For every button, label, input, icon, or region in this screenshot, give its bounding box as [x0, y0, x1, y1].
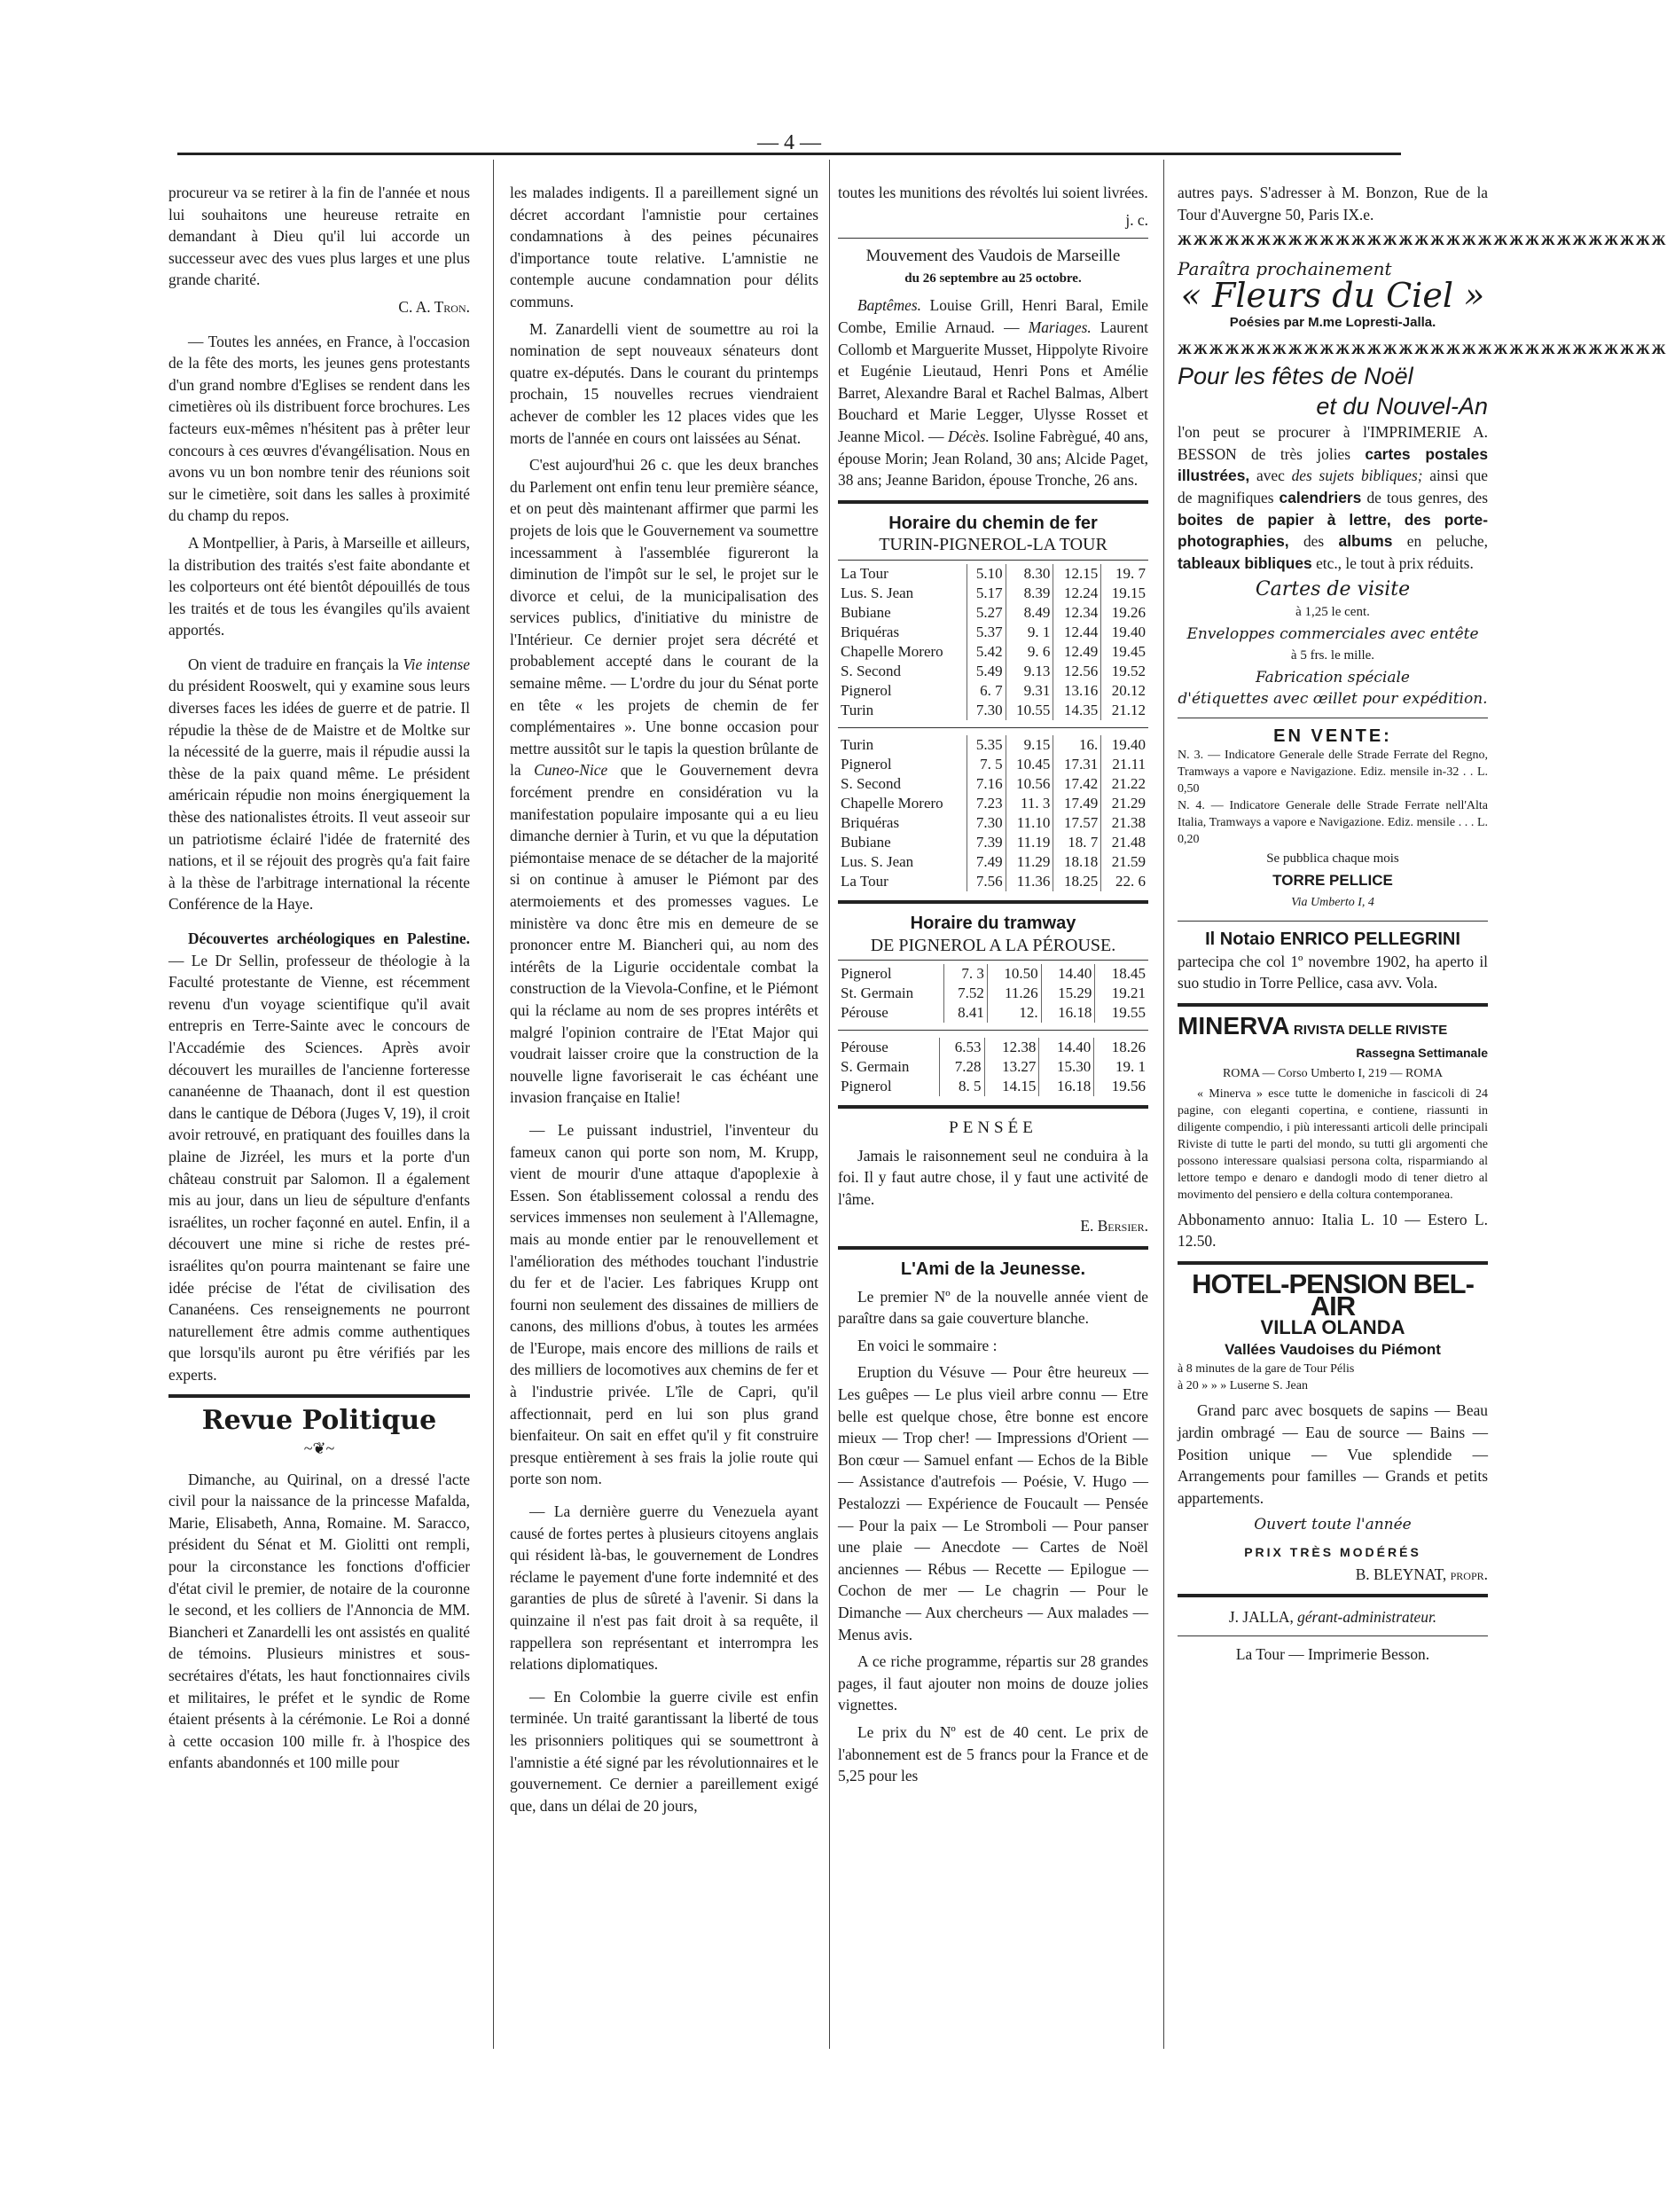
departure-time: 10.45	[1006, 755, 1053, 774]
departure-time: 12.24	[1053, 584, 1101, 603]
departure-time: 18.25	[1053, 872, 1101, 891]
station-name: La Tour	[841, 872, 888, 890]
ad-line: Cartes de visite	[1255, 578, 1411, 601]
departure-time: 9.31	[1006, 681, 1053, 701]
timetable-row	[838, 735, 1148, 755]
departure-time: 8.30	[1006, 564, 1053, 584]
departure-time: 18.45	[1095, 964, 1148, 984]
departure-time: 9.15	[1006, 735, 1053, 755]
article-paragraph: — La dernière guerre du Venezuela ayant causé de fortes pertes à plusieurs citoyens anglais qui résident là-bas, le gouvernement de Londres réclame le payement d'une forte indemnité et des garanties de plus de sûreté à l'avenir. Si dans la quinzaine il n'est pas fait droit à sa requête, il rappellera son représentant et interrompra les relations diplomatiques.	[510, 1502, 818, 1674]
article-paragraph: autres pays. S'adresser à M. Bonzon, Rue de la Tour d'Auvergne 50, Paris IX.e.	[1178, 184, 1488, 224]
ad-line: Paraîtra prochainement	[1178, 257, 1392, 279]
departure-time: 7.39	[967, 833, 1006, 852]
ad-line: PRIX TRÈS MODÉRÉS	[1244, 1544, 1421, 1559]
article-paragraph: procureur va se retirer à la fin de l'année et nous lui souhaitons une heureuse retraite en demandant à Dieu qu'il lui accorde un successeur avec des vues plus larges et une plus grande charité.	[168, 184, 470, 289]
departure-time: 19.55	[1095, 1003, 1148, 1023]
departure-time: 5.37	[967, 623, 1006, 642]
imprint: J. JALLA, gérant-administrateur.	[1228, 1608, 1437, 1627]
ad-line: à 5 frs. le mille.	[1290, 648, 1375, 663]
timetable-subtitle: TURIN-PIGNEROL-LA TOUR	[838, 534, 1148, 561]
timetable-row	[838, 1077, 1148, 1096]
article-paragraph: Le prix du Nº est de 40 cent. Le prix de l'abonnement est de 5 francs pour la France et de 5,25 pour les	[838, 1722, 1148, 1785]
ad-text: Grand parc avec bosquets de sapins — Beau jardin ombragé — Eau de source — Bains — Position unique — Vue splendide — Arrangements pour familles — Grands et petits appartements.	[1178, 1401, 1488, 1507]
station-name: Chapelle Morero	[841, 642, 943, 660]
station-name: Pignerol	[841, 755, 892, 773]
departure-time: 9. 6	[1006, 642, 1053, 662]
tram-timetable	[838, 964, 1148, 1023]
station-name: Bubiane	[841, 603, 891, 621]
rail-timetable-return	[838, 735, 1148, 891]
imprint: La Tour — Imprimerie Besson.	[1235, 1644, 1430, 1663]
timetable-row	[838, 964, 1148, 984]
departure-time: 10.55	[1006, 701, 1053, 720]
station-name: Chapelle Morero	[841, 794, 943, 812]
section-rule	[838, 900, 1148, 904]
departure-time: 6. 7	[967, 681, 1006, 701]
timetable-row	[838, 1003, 1148, 1023]
departure-time: 18. 7	[1053, 833, 1101, 852]
column-2	[510, 182, 818, 1822]
timetable-row	[838, 642, 1148, 662]
station-name: Briquéras	[841, 623, 900, 640]
column-1	[168, 182, 470, 1779]
departure-time: 19.40	[1101, 623, 1148, 642]
departure-time: 19. 1	[1094, 1057, 1148, 1077]
departure-time: 21.12	[1101, 701, 1148, 720]
departure-time: 12.56	[1053, 662, 1101, 681]
section-rule	[1178, 1594, 1488, 1597]
ad-line: Via Umberto I, 4	[1291, 895, 1374, 909]
timetable-row	[838, 584, 1148, 603]
departure-time: 9.13	[1006, 662, 1053, 681]
ad-line: Fabrication spéciale	[1256, 668, 1410, 686]
timetable-row	[838, 852, 1148, 872]
ad-line: d'étiquettes avec œillet pour expédition.	[1178, 690, 1488, 709]
departure-time: 14.40	[1041, 964, 1095, 984]
departure-time: 14.15	[984, 1077, 1039, 1096]
page-number: — 4 —	[757, 131, 821, 154]
timetable-row	[838, 833, 1148, 852]
section-rule	[1178, 1261, 1488, 1265]
departure-time: 12.	[987, 1003, 1041, 1023]
departure-time: 19.52	[1101, 662, 1148, 681]
article-paragraph: — En Colombie la guerre civile est enfin terminée. Un traité garantissant la liberté de tous les prisonniers politiques qui se soumettront à l'amnistie a été signé par les révolutionnaires et le gouvernement. Ce dernier a pareillement exigé que, dans un délai de 20 jours,	[510, 1687, 818, 1815]
departure-time: 21.11	[1101, 755, 1148, 774]
ad-line: Se pubblica chaque mois	[1266, 851, 1399, 867]
signature: C. A. Tron.	[398, 297, 470, 316]
timetable-row	[838, 662, 1148, 681]
departure-time: 19. 7	[1101, 564, 1148, 584]
timetable-row	[838, 755, 1148, 774]
article-heading: Découvertes archéologiques en Palestine.	[188, 930, 470, 947]
departure-time: 8. 5	[940, 1077, 984, 1096]
departure-time: 8.39	[1006, 584, 1053, 603]
departure-time: 7.16	[967, 774, 1006, 794]
article-paragraph: Dimanche, au Quirinal, on a dressé l'acte civil pour la naissance de la princesse Mafalda, Marie, Elisabeth, Anna, Romaine. M. Saracco, président du Sénat et M. Giolitti ont rempli, pour la circonstance les fonctions d'officier d'état civil le premier, de notaire de la couronne le second, et les colliers de l'Annoncia de MM. Biancheri et Zanardelli les ont assistés en qualité de témoins. Plusieurs ministres et sous-secrétaires d'états, les haut fonctionnaires civils et militaires, le préfet et le syndic de Rome étaient présents à la cérémonie. Le Roi a donné à cette occasion 100 mille fr. à l'hospice des enfants abandonnés et 100 mille pour	[168, 1470, 470, 1772]
departure-time: 7. 3	[943, 964, 987, 984]
column-4	[1178, 182, 1667, 1665]
pensee-title: PENSÉE	[949, 1118, 1037, 1138]
ad-text: partecipa che col 1º novembre 1902, ha aperto il suo studio in Torre Pellice, casa avv. Vola.	[1178, 952, 1488, 992]
departure-time: 15.29	[1041, 984, 1095, 1003]
departure-time: 17.31	[1053, 755, 1101, 774]
section-rule	[838, 1246, 1148, 1250]
article-paragraph: Le premier Nº de la nouvelle année vient de paraître dans sa gaie couverture blanche.	[838, 1287, 1148, 1328]
station-name: Pignerol	[841, 681, 892, 699]
departure-time: 5.10	[967, 564, 1006, 584]
departure-time: 5.17	[967, 584, 1006, 603]
pensee-text: Jamais le raisonnement seul ne conduira à la foi. Il y faut autre chose, il y faut une activité de l'âme.	[838, 1146, 1148, 1208]
ad-heading: et du Nouvel-An	[1316, 393, 1488, 420]
ad-heading: MINERVA RIVISTA DELLE RIVISTE	[1178, 1012, 1448, 1040]
ad-heading: Pour les fêtes de Noël	[1178, 363, 1413, 390]
station-name: Pérouse	[841, 1004, 888, 1022]
section-rule	[838, 238, 1148, 239]
column-rule	[829, 160, 830, 2049]
departure-time: 21.59	[1101, 852, 1148, 872]
ad-line: Rassegna Settimanale	[1356, 1045, 1488, 1060]
article-paragraph: C'est aujourd'hui 26 c. que les deux branches du Parlement ont enfin tenu leur première séance, et on peut dès maintenant affirmer que parmi les projets de lois que le Gouvernement va soumettre incessamment à l'assemblée figureront la diminution de l'impôt sur le sel, le projet sur le divorce et celui, de la municipalisation des services publics, d'initiative du ministre de l'Intérieur. Ce dernier projet sera décrété et probablement accepté dans le courant de la semaine même. — L'ordre du jour du Sénat porte en tête « les projets de chemin de fer complémentaires ». Une bonne occasion pour mettre aussitôt sur le tapis la question brûlante de la Cuneo-Nice que le Gouvernement devra forcément prendre en considération vu la manifestation populaire imposante qui a eu lieu dimanche dernier à Turin, et vu que la députation piémontaise menace de se détacher de la majorité si on continue à amuser le Piémont par des atermoiements et des promesses vagues. Le ministère va donc être mis en demeure de se prononcer entre M. Biancheri qui, au nom des intérêts de la Ligurie occidentale combat la construction de la Vievola-Confine, et le Piémont qui la réclame au nom de ses propres intérêts et malgré l'opinion contraire de l'Etat Major qui voudrait laisser croire que la construction de la nouvelle ligne favoriserait le cas échéant une invasion française en Italie!	[510, 456, 818, 1107]
section-rule	[1178, 1635, 1488, 1636]
section-rule	[838, 1105, 1148, 1109]
column-rule	[1163, 160, 1164, 2049]
timetable-row	[838, 774, 1148, 794]
ad-text: « Minerva » esce tutte le domeniche in fascicoli di 24 pagine, con eleganti copertina, e contiene, riassunti in diligente compendio, i più interessanti articoli delle principali Riviste di tutte le parti del mondo, su tutti gli argomenti che possono interessare qualsiasi persona colta, risparmiando al lettore tempo e denaro e dandogli modo di tener dietro al movimento del pensiero e della coltura contemporanea.	[1178, 1086, 1488, 1202]
departure-time: 5.35	[967, 735, 1006, 755]
signature: j. c.	[1125, 210, 1148, 229]
departure-time: 7.28	[940, 1057, 984, 1077]
station-name: S. Second	[841, 774, 901, 792]
station-name: Lus. S. Jean	[841, 584, 914, 601]
article-paragraph: A Montpellier, à Paris, à Marseille et ailleurs, la distribution des traités s'est faite abondante et les colporteurs ont été bientôt dépouillés de tous les traités et de tous les évangiles qu'ils avaient apportés.	[168, 533, 470, 639]
timetable-row	[838, 1057, 1148, 1077]
box-title: Mouvement des Vaudois de Marseille	[865, 247, 1121, 266]
departure-time: 12.38	[984, 1038, 1039, 1057]
box-text: Baptêmes. Louise Grill, Henri Baral, Emile Combe, Emilie Arnaud. — Mariages. Laurent Collomb et Marguerite Musset, Hippolyte Rivoire et Eugénie Lieutaud, Henri Pons et Amélie Barret, Alexandre Baral et Rachel Balmas, Albert Bouchard et Marie Legger, Ulysse Rosset et Jeanne Micol. — Décès. Isoline Fabrègué, 40 ans, épouse Morin; Jean Roland, 30 ans; Alcide Paget, 38 ans; Jeanne Baridon, épouse Tronche, 26 ans.	[838, 296, 1149, 490]
ad-line: B. BLEYNAT, propr.	[1355, 1565, 1488, 1583]
timetable-row	[838, 872, 1148, 891]
timetable-row	[838, 701, 1148, 720]
ad-line: Poésies par M.me Lopresti-Jalla.	[1229, 314, 1436, 330]
timetable-title: Horaire du chemin de fer	[888, 513, 1098, 533]
section-rule	[838, 500, 1148, 504]
departure-time: 12.49	[1053, 642, 1101, 662]
table-rule	[838, 1030, 1148, 1031]
timetable-row	[838, 623, 1148, 642]
section-rule	[1178, 1003, 1488, 1007]
column-rule	[493, 160, 494, 2049]
departure-time: 16.18	[1041, 1003, 1095, 1023]
departure-time: 19.40	[1101, 735, 1148, 755]
ad-text: Abbonamento annuo: Italia L. 10 — Estero L. 12.50.	[1178, 1210, 1488, 1251]
section-title: Revue Politique	[201, 1405, 437, 1437]
departure-time: 21.29	[1101, 794, 1148, 813]
ad-line: Vallées Vaudoises du Piémont	[1225, 1340, 1441, 1358]
departure-time: 15.30	[1039, 1057, 1094, 1077]
departure-time: 7. 5	[967, 755, 1006, 774]
departure-time: 11.29	[1006, 852, 1053, 872]
departure-time: 14.35	[1053, 701, 1101, 720]
station-name: S. Germain	[841, 1058, 910, 1076]
departure-time: 5.42	[967, 642, 1006, 662]
departure-time: 11.19	[1006, 833, 1053, 852]
departure-time: 11.26	[987, 984, 1041, 1003]
departure-time: 14.40	[1039, 1038, 1094, 1057]
ad-text: l'on peut se procurer à l'IMPRIMERIE A. BESSON de très jolies cartes postales illustrées, avec des sujets bibliques; ainsi que de magnifiques calendriers de tous genres, des boites de papier à lettre, des porte-photographies, des albums en peluche, tableaux bibliques etc., le tout à prix réduits.	[1178, 423, 1488, 572]
station-name: Turin	[841, 701, 874, 718]
ad-heading: Il Notaio ENRICO PELLEGRINI	[1205, 930, 1460, 950]
departure-time: 10.56	[1006, 774, 1053, 794]
departure-time: 12.44	[1053, 623, 1101, 642]
departure-time: 7.56	[967, 872, 1006, 891]
ad-line: à 20 » » » Luserne S. Jean	[1178, 1379, 1308, 1393]
timetable-row	[838, 564, 1148, 584]
ad-line: à 8 minutes de la gare de Tour Pélis	[1178, 1362, 1355, 1377]
ad-line: Ouvert toute l'année	[1254, 1516, 1412, 1534]
station-name: Lus. S. Jean	[841, 852, 914, 870]
ad-line: Enveloppes commerciales avec entête	[1186, 624, 1479, 643]
signature: E. Bersier.	[1080, 1217, 1148, 1235]
departure-time: 17.57	[1053, 813, 1101, 833]
ad-heading: HOTEL-PENSION BEL-AIR	[1192, 1268, 1474, 1322]
departure-time: 21.48	[1101, 833, 1148, 852]
ad-line: TORRE PELLICE	[1272, 872, 1393, 890]
departure-time: 7.52	[943, 984, 987, 1003]
ad-line: ROMA — Corso Umberto I, 219 — ROMA	[1222, 1067, 1444, 1081]
article-paragraph: — Le puissant industriel, l'inventeur du fameux canon qui porte son nom, M. Krupp, vient de mourir d'une attaque d'apoplexie à Essen. Son établissement colossal a rendu des services immenses non seulement à l'Allemagne, mais au monde entier par le renouvellement et l'amélioration des méthodes touchant l'industrie du fer et de l'acier. Les fabriques Krupp ont fourni non seulement des dissaines de milliers de canons, des millions d'obus, à toutes les armées de l'Europe, mais encore des millions de rails et des milliers de locomotives aux chemins de fer et à l'industrie privée. L'île de Capri, qu'il affectionnait, perd en lui son plus grand bienfaiteur. On sait en effet qu'il y fit construire presque entièrement à ses frais la jolie route qui porte son nom.	[510, 1120, 818, 1488]
table-rule	[838, 727, 1148, 728]
ad-text: N. 3. — Indicatore Generale delle Strade Ferrate del Regno, Tramways a vapore e Navigazione. Ediz. mensile in-32 . . L. 0,50	[1178, 749, 1488, 796]
ad-text: N. 4. — Indicatore Generale delle Strade Ferrate nell'Alta Italia, Tramways a vapore e Navigazione. Ediz. mensile . . . L. 0,20	[1178, 799, 1488, 847]
departure-time: 16.	[1053, 735, 1101, 755]
departure-time: 19.15	[1101, 584, 1148, 603]
station-name: Pérouse	[841, 1039, 888, 1056]
departure-time: 22. 6	[1101, 872, 1148, 891]
departure-time: 12.15	[1053, 564, 1101, 584]
station-name: Pignerol	[841, 965, 892, 983]
timetable-row	[838, 813, 1148, 833]
departure-time: 18.18	[1053, 852, 1101, 872]
section-rule	[1178, 921, 1488, 922]
ad-heading: VILLA OLANDA	[1260, 1316, 1405, 1339]
column-3	[838, 182, 1148, 1792]
departure-time: 21.22	[1101, 774, 1148, 794]
ornament: ~❦~	[303, 1439, 335, 1458]
station-name: Bubiane	[841, 833, 891, 851]
station-name: Turin	[841, 735, 874, 753]
departure-time: 13.27	[984, 1057, 1039, 1077]
article-paragraph: En voici le sommaire :	[857, 1336, 998, 1354]
station-name: Pignerol	[841, 1078, 892, 1095]
departure-time: 10.50	[987, 964, 1041, 984]
departure-time: 17.49	[1053, 794, 1101, 813]
decorative-border: ЖЖЖЖЖЖЖЖЖЖЖЖЖЖЖЖЖЖЖЖЖЖЖЖЖЖЖЖЖЖЖ	[1178, 341, 1667, 357]
book-title: « Fleurs du Ciel »	[1180, 276, 1485, 316]
tram-timetable-return	[838, 1038, 1148, 1096]
departure-time: 7.30	[967, 813, 1006, 833]
article-paragraph: Eruption du Vésuve — Pour être heureux — Les guêpes — Le plus vieil arbre connu — Etre belle est quelque chose, être bonne est encore mieux — Trop cher! — Impressions d'Orient — Bon cœur — Samuel enfant — Echos de la Bible — Assistance d'autrefois — Poésie, V. Hugo — Pestalozzi — Expérience de Foucault — Pensée — Pour la paix — Le Stromboli — Pour panser une plaie — Anecdote — Cartes de Noël anciennes — Rébus — Recette — Epilogue — Cochon de mer — Le chagrin — Pour le Dimanche — Aux chercheurs — Aux malades — Menus avis.	[838, 1363, 1148, 1643]
departure-time: 5.27	[967, 603, 1006, 623]
departure-time: 5.49	[967, 662, 1006, 681]
station-name: La Tour	[841, 564, 888, 582]
station-name: Briquéras	[841, 813, 900, 831]
departure-time: 19.21	[1095, 984, 1148, 1003]
ad-heading: EN VENTE:	[1273, 726, 1392, 746]
departure-time: 20.12	[1101, 681, 1148, 701]
departure-time: 18.26	[1094, 1038, 1148, 1057]
departure-time: 11. 3	[1006, 794, 1053, 813]
departure-time: 8.49	[1006, 603, 1053, 623]
departure-time: 7.30	[967, 701, 1006, 720]
ad-line: à 1,25 le cent.	[1295, 604, 1370, 619]
departure-time: 21.38	[1101, 813, 1148, 833]
departure-time: 7.49	[967, 852, 1006, 872]
departure-time: 19.26	[1101, 603, 1148, 623]
timetable-title: Horaire du tramway	[910, 913, 1076, 933]
section-rule	[168, 1394, 470, 1398]
station-name: S. Second	[841, 662, 901, 679]
departure-time: 6.53	[940, 1038, 984, 1057]
article-paragraph: — Toutes les années, en France, à l'occasion de la fête des morts, les jeunes gens protestants d'un grand nombre d'Eglises se rendent dans les cimetières où ils distribuent force brochures. Les facteurs eux-mêmes n'hésitent pas à prêter leur concours à ces œuvres d'évangélisation. Nous en avons vu un bon nombre tenir des réunions soit sur le cimetière, soit dans les salles à proximité du champ du repos.	[168, 332, 470, 525]
departure-time: 19.45	[1101, 642, 1148, 662]
article-paragraph: M. Zanardelli vient de soumettre au roi la nomination de sept nouveaux sénateurs dont quatre ex-députés. Dans le courant du printemps prochain, 15 nouvelles recrues viendraient achever de combler les 12 places vides que les morts de l'année en cours ont laissées au Sénat.	[510, 319, 818, 447]
box-date: du 26 septembre au 25 octobre.	[904, 271, 1082, 286]
article-paragraph: A ce riche programme, répartis sur 28 grandes pages, il faut ajouter non moins de douze jolies vignettes.	[838, 1652, 1148, 1714]
departure-time: 7.23	[967, 794, 1006, 813]
article-paragraph: Découvertes archéologiques en Palestine. — Le Dr Sellin, professeur de théologie à la Faculté protestante de Vienne, est récemment revenu d'un voyage scientifique qu'il avait entrepris en Terre-Sainte avec le concours de l'Accadémie des Sciences. Après avoir découvert les murailles de l'ancienne forteresse cananéenne de Thaanach, dont il est question dans le cantique de Débora (Juges V, 19), il croit avoir retrouvé, en pratiquant des fouilles dans la plaine de Jizréel, les murs et la porte d'un château construit par Salomon. Il a également mis au jour, dans un lieu de sépulture d'enfants israélites, un rocher façonné en autel. Enfin, il a découvert une mine si riche de restes pré-israélites qu'on pourra maintenant se faire une idée précise de l'état de civilisation des Cananéens. Ces renseignements ne pourront naturellement être admis comme authentiques que lorsqu'ils auront pu être vérifiés par les experts.	[168, 930, 470, 1384]
article-paragraph: On vient de traduire en français la Vie intense du président Rooswelt, qui y examine sous leurs diverses faces les idées de guerre et de patrie. Il répudie la thèse de de Maistre et de Moltke sur la nécessité de la guerre, mais il répudie aussi la thèse de la paix quand même. Le président américain répudie non moins énergiquement la thèse des nationalistes étroits. Il veut asseoir sur un patriotisme éclairé l'idée de fraternité des nations, et il se réjouit des progrès qu'a fait faire à la thèse de l'arbitrage international la récente Conférence de la Haye.	[168, 655, 470, 914]
departure-time: 11.10	[1006, 813, 1053, 833]
article-title: L'Ami de la Jeunesse.	[900, 1259, 1086, 1280]
departure-time: 8.41	[943, 1003, 987, 1023]
departure-time: 16.18	[1039, 1077, 1094, 1096]
timetable-row	[838, 603, 1148, 623]
timetable-row	[838, 984, 1148, 1003]
timetable-row	[838, 681, 1148, 701]
top-rule	[177, 153, 1401, 155]
departure-time: 9. 1	[1006, 623, 1053, 642]
departure-time: 17.42	[1053, 774, 1101, 794]
timetable-subtitle: DE PIGNEROL A LA PÉROUSE.	[838, 935, 1148, 961]
departure-time: 12.34	[1053, 603, 1101, 623]
timetable-row	[838, 794, 1148, 813]
departure-time: 11.36	[1006, 872, 1053, 891]
rail-timetable	[838, 564, 1148, 720]
departure-time: 13.16	[1053, 681, 1101, 701]
station-name: St. Germain	[841, 984, 914, 1002]
decorative-border: ЖЖЖЖЖЖЖЖЖЖЖЖЖЖЖЖЖЖЖЖЖЖЖЖЖЖЖЖЖЖЖ	[1178, 233, 1667, 249]
departure-time: 19.56	[1094, 1077, 1148, 1096]
article-paragraph: les malades indigents. Il a pareillement signé un décret accordant l'amnistie pour certaines condamnations à des peines pécunaires d'importance toute relative. L'amnistie ne contemple aucune condamnation pour délits communs.	[510, 184, 818, 310]
timetable-row	[838, 1038, 1148, 1057]
article-paragraph: toutes les munitions des révoltés lui soient livrées.	[838, 184, 1148, 201]
